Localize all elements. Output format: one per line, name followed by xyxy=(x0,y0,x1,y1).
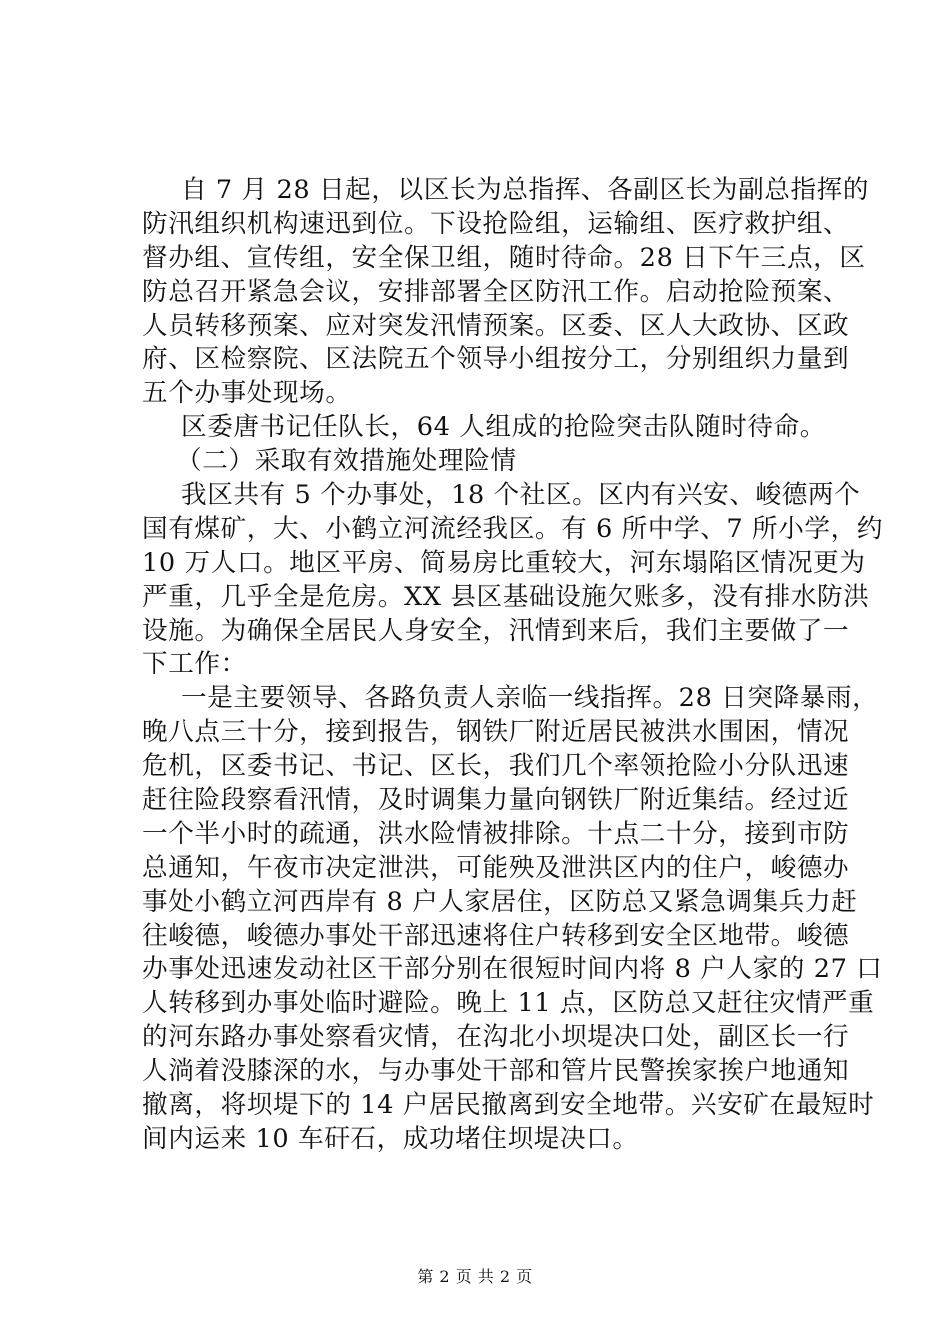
text-line: 区委唐书记任队长，64 人组成的抢险突击队随时待命。 xyxy=(181,412,826,443)
section-heading xyxy=(142,445,842,479)
paragraph-frontline-command xyxy=(142,682,883,1156)
paragraph-district-overview xyxy=(142,479,884,682)
text-line: 严重，几乎全是危房。XX 县区基础设施欠账多，没有排水防洪 xyxy=(142,581,870,612)
text-line: 办事处迅速发动社区干部分别在很短时间内将 8 户人家的 27 口 xyxy=(142,954,883,985)
text-line: 下工作： xyxy=(142,649,247,680)
text-line: 人员转移预案、应对突发汛情预案。区委、区人大政协、区政 xyxy=(142,310,850,341)
text-line: 五个办事处现场。 xyxy=(142,378,352,409)
text-line: 晚八点三十分，接到报告，钢铁厂附近居民被洪水围困，情况 xyxy=(142,717,850,748)
text-line: 人淌着没膝深的水，与办事处干部和管片民警挨家挨户地通知 xyxy=(142,1056,850,1087)
text-line: 事处小鹤立河西岸有 8 户人家居住，区防总又紧急调集兵力赶 xyxy=(142,886,858,917)
text-line: 10 万人口。地区平房、简易房比重较大，河东塌陷区情况更为 xyxy=(142,547,866,578)
text-line: 撤离，将坝堤下的 14 户居民撤离到安全地带。兴安矿在最短时 xyxy=(142,1090,875,1121)
text-line: 自 7 月 28 日起，以区长为总指挥、各副区长为副总指挥的 xyxy=(181,175,870,205)
paragraph-commando-team xyxy=(142,411,842,445)
text-line: 防总召开紧急会议，安排部署全区防汛工作。启动抢险预案、 xyxy=(142,276,850,307)
text-line: 府、区检察院、区法院五个领导小组按分工，分别组织力量到 xyxy=(142,344,850,375)
text-line: 我区共有 5 个办事处，18 个社区。区内有兴安、峻德两个 xyxy=(181,480,861,511)
page-number-footer: 第 2 页 共 2 页 xyxy=(417,1267,533,1286)
text-line: 间内运来 10 车矸石，成功堵住坝堤决口。 xyxy=(142,1123,639,1154)
text-line: 一是主要领导、各路负责人亲临一线指挥。28 日突降暴雨， xyxy=(181,683,879,714)
text-line: 一个半小时的疏通，洪水险情被排除。十点二十分，接到市防 xyxy=(142,818,850,849)
text-line: 人转移到办事处临时避险。晚上 11 点，区防总又赶往灾情严重 xyxy=(142,988,875,1019)
document-body xyxy=(142,174,884,1157)
text-line: 赶往险段察看汛情，及时调集力量向钢铁厂附近集结。经过近 xyxy=(142,785,850,816)
paragraph-organization xyxy=(142,174,870,411)
text-line: 往峻德，峻德办事处干部迅速将住户转移到安全区地带。峻德 xyxy=(142,920,850,951)
text-line: 防汛组织机构速迅到位。下设抢险组，运输组、医疗救护组、 xyxy=(142,208,850,239)
text-line: 的河东路办事处察看灾情，在沟北小坝堤决口处，副区长一行 xyxy=(142,1022,850,1053)
section-heading-text: （二）采取有效措施处理险情 xyxy=(176,446,517,477)
text-line: 设施。为确保全居民人身安全，汛情到来后，我们主要做了一 xyxy=(142,615,850,646)
text-line: 危机，区委书记、书记、区长，我们几个率领抢险小分队迅速 xyxy=(142,751,850,782)
text-line: 督办组、宣传组，安全保卫组，随时待命。28 日下午三点，区 xyxy=(142,242,866,273)
text-line: 总通知，午夜市决定泄洪，可能殃及泄洪区内的住户，峻德办 xyxy=(142,852,850,883)
text-line: 国有煤矿，大、小鹤立河流经我区。有 6 所中学、7 所小学，约 xyxy=(142,513,884,544)
